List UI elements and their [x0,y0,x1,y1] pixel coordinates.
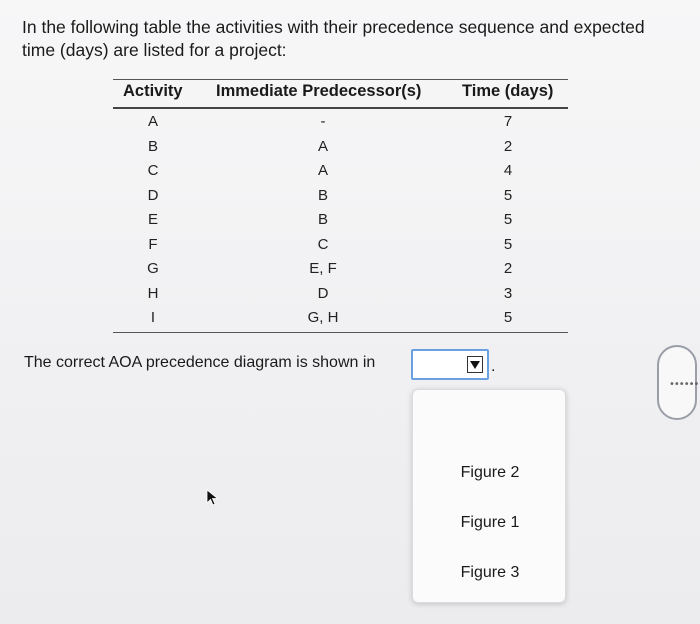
activity-cell: D [147,186,159,204]
table-row [113,159,568,184]
figure-dropdown-menu [412,389,566,603]
question-period: . [491,358,496,375]
activity-cell: C [147,162,159,179]
dropdown-option-figure-1[interactable]: Figure 1 [460,514,520,531]
grip-dots-icon: •••••• [669,379,699,390]
table-header-rule [113,107,568,109]
time-cell: 3 [503,284,513,302]
time-cell: 5 [503,309,513,326]
time-cell: 5 [503,211,513,228]
predecessor-cell: A [317,137,328,155]
time-cell: 4 [503,162,513,179]
activity-cell: A [147,113,158,130]
predecessor-cell: C [317,235,329,253]
table-top-rule [113,79,568,80]
figure-select[interactable] [411,349,489,380]
activity-cell: E [147,211,158,228]
time-cell: 7 [503,113,513,130]
table-row [113,233,568,258]
activity-cell: G [147,260,159,277]
table-row [113,135,568,160]
intro-text: In the following table the activities with their precedence sequence and expected time (days) are listed for a project: [22,17,645,60]
dropdown-option-figure-3[interactable]: Figure 3 [460,564,520,581]
predecessor-cell: G, H [307,309,339,326]
table-row [113,282,568,307]
predecessor-cell: A [317,162,328,179]
mouse-cursor-icon [205,488,221,508]
side-panel-handle[interactable] [657,345,697,420]
predecessor-cell: B [317,211,328,228]
table-row [113,184,568,209]
activity-cell: F [148,235,158,253]
activity-cell: I [150,309,156,326]
time-cell: 2 [503,260,513,277]
activity-cell: B [147,137,158,155]
time-cell: 5 [503,186,513,204]
time-cell: 5 [503,235,513,253]
header-predecessor: Immediate Predecessor(s) [216,82,422,100]
activity-cell: H [147,284,159,302]
predecessor-cell: D [317,284,329,302]
table-row [113,257,568,282]
header-time: Time (days) [462,82,554,100]
table-row [113,208,568,233]
header-activity: Activity [123,82,183,100]
table-row [113,110,568,135]
question-text: The correct AOA precedence diagram is shown in [24,354,376,371]
predecessor-cell: - [320,113,326,130]
predecessor-cell: B [317,186,328,204]
dropdown-arrow-icon[interactable] [467,356,483,373]
time-cell: 2 [503,137,513,155]
predecessor-cell: E, F [309,260,337,277]
table-bottom-rule [113,332,568,333]
dropdown-option-figure-2[interactable]: Figure 2 [460,464,520,481]
table-row [113,306,568,331]
